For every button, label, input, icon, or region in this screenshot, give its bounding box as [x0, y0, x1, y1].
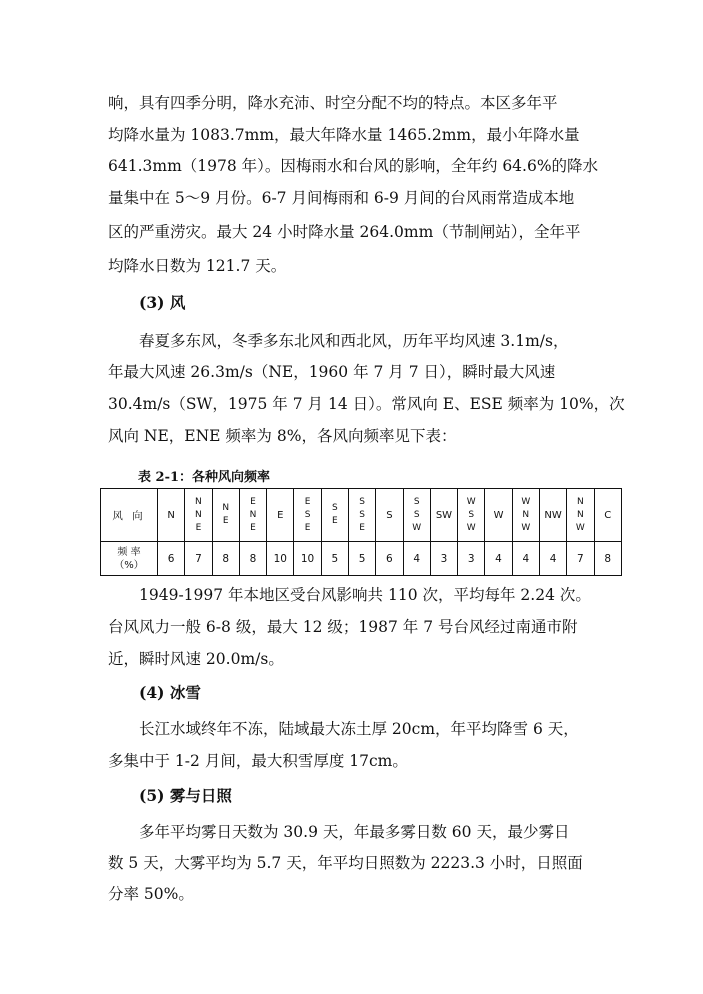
frequency-header-top: 频 率 [117, 546, 141, 558]
direction-label: E S E [304, 496, 311, 533]
fog-line-3: 分率 50%。 [108, 885, 194, 903]
direction-label: NW [544, 509, 562, 521]
direction-label: W N W [521, 496, 531, 533]
ice-line-2: 多集中于 1-2 月间，最大积雪厚度 17cm。 [108, 752, 408, 770]
direction-cell [185, 489, 212, 542]
direction-cell [512, 489, 539, 542]
wind-line-2: 年最大风速 26.3m/s（NE，1960 年 7 月 7 日），瞬时最大风速 [108, 363, 556, 381]
typhoon-line-1: 1949-1997 年本地区受台风影响共 110 次，平均每年 2.24 次。 [139, 586, 591, 604]
direction-cell [376, 489, 403, 542]
rain-line-5: 区的严重涝灾。最大 24 小时降水量 264.0mm（节制闸站），全年平 [108, 223, 581, 241]
frequency-cell: 6 [158, 542, 185, 576]
table-caption: 表 2-1：各种风向频率 [138, 470, 271, 485]
frequency-cell: 10 [267, 542, 294, 576]
typhoon-line-3: 近，瞬时风速 20.0m/s。 [108, 650, 284, 668]
frequency-header-label [114, 546, 144, 572]
direction-cell [430, 489, 457, 542]
direction-label: SW [435, 509, 453, 521]
direction-label: N E [222, 503, 230, 526]
direction-cell [348, 489, 375, 542]
direction-label: W [493, 509, 504, 521]
frequency-cell: 6 [376, 542, 403, 576]
direction-label: S S W [412, 496, 422, 533]
fog-line-1: 多年平均雾日天数为 30.9 天，年最多雾日数 60 天，最少雾日 [139, 823, 570, 841]
frequency-header-bottom: （%） [114, 559, 144, 571]
wind-heading: (3) 风 [139, 293, 186, 312]
ice-heading: (4) 冰雪 [139, 683, 201, 702]
direction-cell [294, 489, 321, 542]
direction-cell [594, 489, 622, 542]
frequency-cell: 8 [239, 542, 266, 576]
direction-row-header [101, 489, 158, 542]
direction-cell [321, 489, 348, 542]
rain-line-3: 641.3mm（1978 年）。因梅雨水和台风的影响，全年约 64.6%的降水 [108, 157, 599, 175]
rain-line-1: 响，具有四季分明，降水充沛、时空分配不均的特点。本区多年平 [108, 94, 558, 112]
direction-label: N N W [575, 496, 585, 533]
direction-header-label: 风 向 [112, 509, 146, 522]
direction-cell [485, 489, 512, 542]
frequency-cell: 7 [185, 542, 212, 576]
direction-label: N N E [195, 496, 202, 533]
frequency-cell: 3 [458, 542, 485, 576]
frequency-cell: 8 [594, 542, 622, 576]
frequency-cell: 4 [403, 542, 430, 576]
fog-heading: (5) 雾与日照 [139, 786, 232, 805]
frequency-cell: 4 [539, 542, 566, 576]
fog-line-2: 数 5 天，大雾平均为 5.7 天，年平均日照数为 2223.3 小时，日照面 [108, 854, 583, 872]
wind-line-3: 30.4m/s（SW，1975 年 7 月 14 日）。常风向 E、ESE 频率为 10%，次 [108, 395, 625, 413]
direction-label: W S W [466, 496, 476, 533]
typhoon-line-2: 台风风力一般 6-8 级，最大 12 级；1987 年 7 号台风经过南通市附 [108, 618, 578, 636]
direction-cell [212, 489, 239, 542]
wind-line-1: 春夏多东风，冬季多东北风和西北风，历年平均风速 3.1m/s， [139, 332, 569, 350]
frequency-cell: 4 [485, 542, 512, 576]
direction-row [101, 489, 622, 542]
direction-label: E [277, 509, 284, 521]
direction-label: S S E [359, 496, 365, 533]
frequency-row [101, 542, 622, 576]
direction-label: S [386, 509, 393, 521]
direction-label: S E [331, 503, 338, 526]
wind-line-4: 风向 NE，ENE 频率为 8%，各风向频率见下表： [108, 427, 457, 445]
frequency-cell: 8 [212, 542, 239, 576]
direction-cell [239, 489, 266, 542]
rain-line-6: 均降水日数为 121.7 天。 [108, 257, 287, 275]
frequency-cell: 10 [294, 542, 321, 576]
direction-label: C [604, 509, 612, 521]
direction-cell [158, 489, 185, 542]
direction-cell [458, 489, 485, 542]
frequency-row-header [101, 542, 158, 576]
frequency-cell: 7 [567, 542, 594, 576]
frequency-cell: 5 [348, 542, 375, 576]
wind-frequency-table [100, 488, 622, 576]
frequency-cell: 3 [430, 542, 457, 576]
direction-cell [403, 489, 430, 542]
frequency-cell: 5 [321, 542, 348, 576]
rain-line-2: 均降水量为 1083.7mm，最大年降水量 1465.2mm，最小年降水量 [108, 126, 580, 144]
direction-label: E N E [249, 496, 257, 533]
ice-line-1: 长江水域终年不冻，陆域最大冻土厚 20cm，年平均降雪 6 天， [139, 720, 579, 738]
direction-cell [567, 489, 594, 542]
direction-label: N [167, 509, 175, 521]
direction-cell [267, 489, 294, 542]
rain-line-4: 量集中在 5～9 月份。6-7 月间梅雨和 6-9 月间的台风雨常造成本地 [108, 189, 575, 207]
frequency-cell: 4 [512, 542, 539, 576]
direction-cell [539, 489, 566, 542]
